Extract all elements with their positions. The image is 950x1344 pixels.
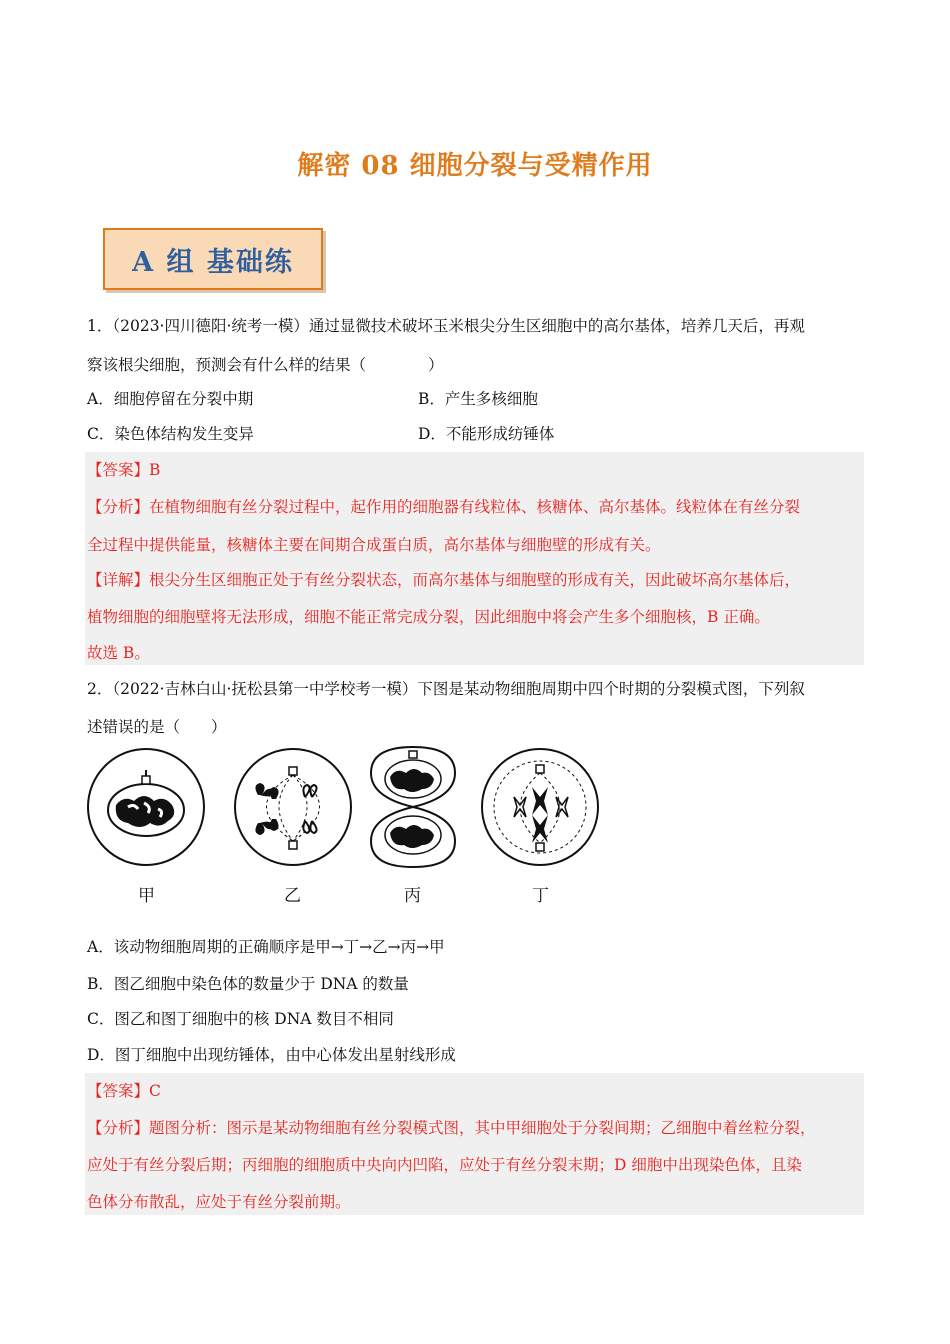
cell-anaphase (235, 749, 351, 865)
q1-detail-line3: 故选 B。 (87, 644, 150, 662)
q2-option-c: C．图乙和图丁细胞中的核 DNA 数目不相同 (87, 1010, 394, 1028)
q1-detail-line2: 植物细胞的细胞壁将无法形成，细胞不能正常完成分裂，因此细胞中将会产生多个细胞核，B 正确。 (87, 608, 770, 626)
q1-option-b: B．产生多核细胞 (418, 390, 538, 408)
q1-stem-line2: 察该根尖细胞，预测会有什么样的结果（ ） (87, 356, 444, 374)
q1-stem-line1: 1．（2023·四川德阳·统考一模）通过显微技术破坏玉米根尖分生区细胞中的高尔基体，培养几天后，再观 (87, 317, 805, 335)
cell-telophase (371, 747, 455, 867)
q2-analysis-line2: 应处于有丝分裂后期；丙细胞的细胞质中央向内凹陷，应处于有丝分裂末期；D 细胞中出现染色体，且染 (87, 1156, 802, 1174)
q2-analysis-tag: 【分析】 (87, 1119, 150, 1137)
q2-stem-line1: 2．（2022·吉林白山·抚松县第一中学校考一模）下图是某动物细胞周期中四个时期的分裂模式图，下列叙 (87, 680, 805, 698)
q2-analysis-line3: 色体分布散乱，应处于有丝分裂前期。 (87, 1193, 351, 1211)
q2-analysis-line1 (87, 1118, 816, 1138)
q1-answer: 【答案】B (87, 461, 161, 479)
figure-label-1: 甲 (138, 886, 155, 906)
q1-analysis-text1: 在植物细胞有丝分裂过程中，起作用的细胞器有线粒体、核糖体、高尔基体。线粒体在有丝分裂 (149, 498, 801, 516)
figure-label-2: 乙 (284, 886, 301, 906)
q2-answer: 【答案】C (87, 1082, 161, 1100)
q2-analysis-text1: 题图分析：图示是某动物细胞有丝分裂模式图，其中甲细胞处于分裂间期；乙细胞中着丝粒分裂， (149, 1119, 816, 1137)
q1-detail-line1 (87, 570, 800, 590)
q2-option-d: D．图丁细胞中出现纺锤体，由中心体发出星射线形成 (87, 1046, 456, 1064)
q2-option-a: A．该动物细胞周期的正确顺序是甲→丁→乙→丙→甲 (87, 938, 445, 956)
q1-option-a: A．细胞停留在分裂中期 (87, 390, 254, 408)
cell-interphase (88, 749, 204, 865)
q1-analysis-tag: 【分析】 (87, 498, 150, 516)
q1-option-c: C．染色体结构发生变异 (87, 425, 254, 443)
q1-solution-panel (85, 452, 864, 665)
q1-analysis-line1 (87, 497, 800, 517)
group-heading: A 组 基础练 (103, 228, 323, 290)
figure-label-3: 丙 (404, 886, 421, 906)
q1-detail-text1: 根尖分生区细胞正处于有丝分裂状态，而高尔基体与细胞壁的形成有关，因此破坏高尔基体后， (149, 571, 801, 589)
page-title: 解密 08 细胞分裂与受精作用 (297, 151, 653, 181)
q1-analysis-line2: 全过程中提供能量，核糖体主要在间期合成蛋白质，高尔基体与细胞壁的形成有关。 (87, 536, 661, 554)
q2-stem-line2: 述错误的是（ ） (87, 718, 227, 736)
q2-option-b: B．图乙细胞中染色体的数量少于 DNA 的数量 (87, 975, 409, 993)
q1-detail-tag: 【详解】 (87, 571, 150, 589)
cell-prophase (482, 749, 598, 865)
q1-option-d: D．不能形成纺锤体 (418, 425, 555, 443)
figure-label-4: 丁 (532, 886, 549, 906)
cell-division-figure (80, 745, 620, 875)
